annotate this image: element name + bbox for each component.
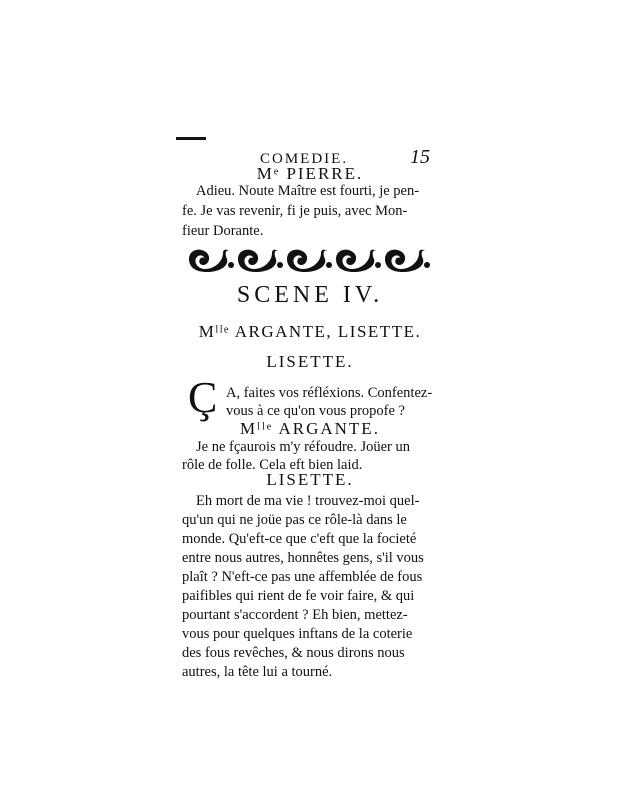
text-line: Eh mort de ma vie ! trouvez-moi quel- [196,493,420,509]
text-line: plaît ? N'eft-ce pas une affemblée de fous [182,569,423,585]
top-rule [176,137,206,140]
ornament-band [187,245,433,273]
text-line: autres, la tête lui a tourné. [182,664,333,680]
text-line: qu'un qui ne joüe pas ce rôle-là dans le [182,512,407,528]
text-line: A, faites vos réfléxions. Confentez- [226,385,433,401]
text-line: pourtant s'accordent ? Eh bien, mettez- [182,607,408,623]
text-line: paifibles qui rient de fe voir faire, & qui [182,588,415,604]
text-line: Adieu. Noute Maître est fourti, je pen- [196,183,420,199]
text-line: Je ne fçaurois m'y réfoudre. Joüer un [196,439,410,455]
text-line: rôle de folle. Cela eft bien laid. [182,457,363,473]
text-line: vous pour quelques inftans de la coterie [182,626,413,642]
scene-title: SCENE IV. [236,282,384,308]
page-number: 15 [410,146,430,168]
text-line: entre nous autres, honnêtes gens, s'il vous [182,550,424,566]
text-line: fe. Je vas revenir, fi je puis, avec Mon- [182,203,408,219]
text-line: monde. Qu'eft-ce que c'eft que la focieté [182,531,417,547]
text-line: des fous revêches, & nous dirons nous [182,645,405,661]
running-title: COMEDIE. [260,151,349,167]
text-line: vous à ce qu'on vous propofe ? [226,403,405,419]
cast-list: Mˡˡᵉ ARGANTE, LISETTE. [198,322,422,341]
speaker-lisette: LISETTE. [266,470,354,489]
text-line: fieur Dorante. [182,223,264,239]
drop-cap: Ç [188,373,218,422]
speaker-pierre: Mᵉ PIERRE. [256,164,364,183]
speaker-lisette: LISETTE. [266,352,354,371]
speaker-argante: Mˡˡᵉ ARGANTE. [240,419,380,438]
